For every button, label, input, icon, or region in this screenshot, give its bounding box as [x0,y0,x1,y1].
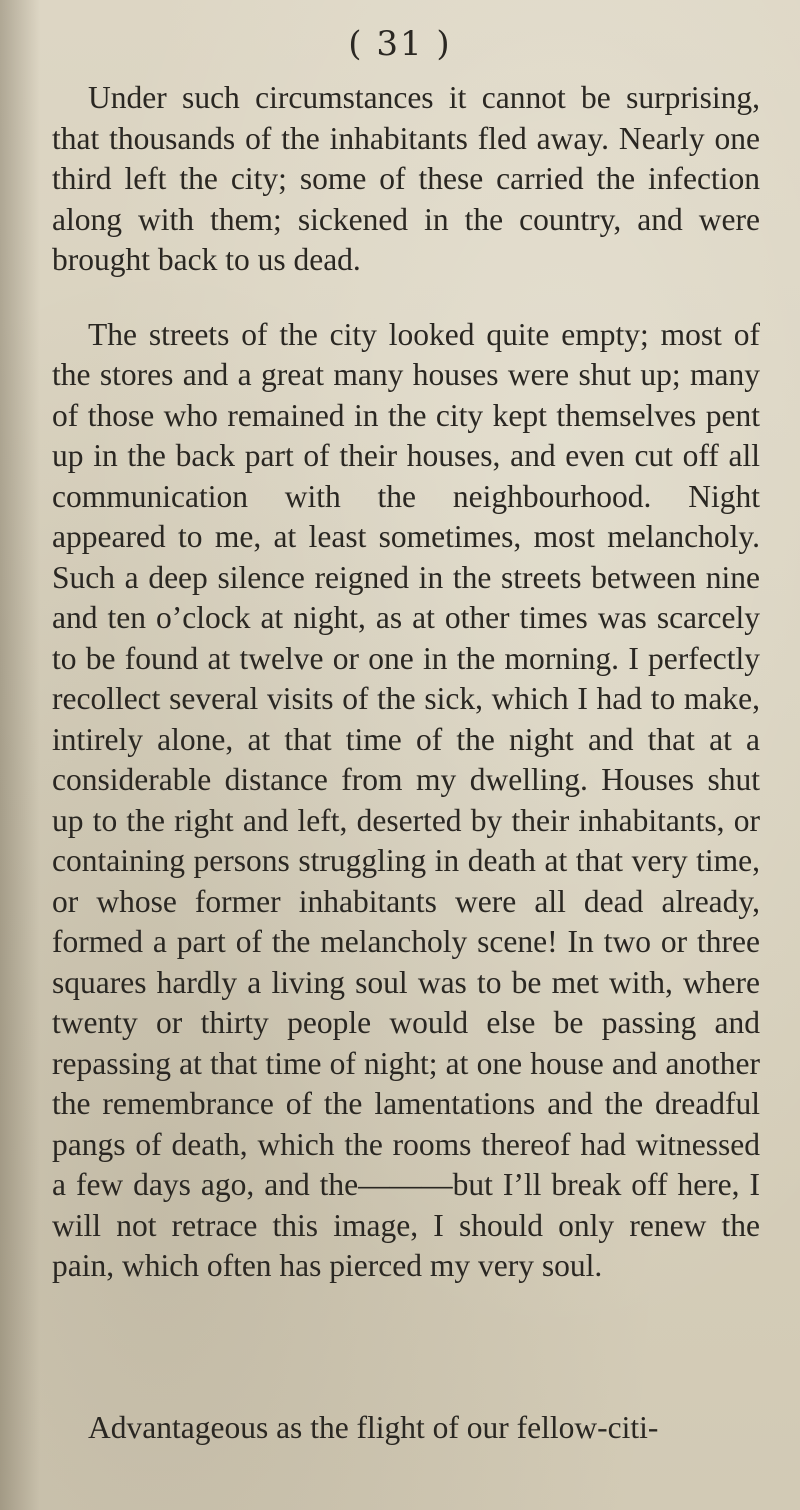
body-text [52,78,760,1287]
gutter-shadow [0,0,40,1510]
page-number: ( 31 ) [348,24,452,64]
paragraph-2: The streets of the city looked quite empty; most of the stores and a great many houses were shut up; many of those who remained in the city kept themselves pent up in the back part of their houses, and even cut off all communication with the neighbourhood. Night appeared to me, at least sometimes, most melancholy. Such a deep silence reigned in the streets between nine and ten o’clock at night, as at other times was scarcely to be found at twelve or one in the morning. I perfectly recollect several visits of the sick, which I had to make, intirely alone, at that time of the night and that at a considerable distance from my dwelling. Houses shut up to the right and left, deserted by their inhabitants, or containing persons struggling in death at that very time, or whose former inhabitants were all dead already, formed a part of the melancholy scene! In two or three squares hardly a living soul was to be met with, where twenty or thirty people would else be passing and repassing at that time of night; at one house and another the remembrance of the lamentations and the dreadful pangs of death, which the rooms thereof had witnessed a few days ago, and the———but I’ll break off here, I will not retrace this image, I should only renew the pain, which often has pierced my very soul. [52,316,760,1283]
paragraph-1: Under such circumstances it cannot be surprising, that thousands of the inhabitants fled away. Nearly one third left the city; some of these carried the infection along with them; sickened in the country, and were brought back to us dead. [52,80,760,277]
catchline: Advantageous as the flight of our fellow-citi- [88,1410,659,1445]
